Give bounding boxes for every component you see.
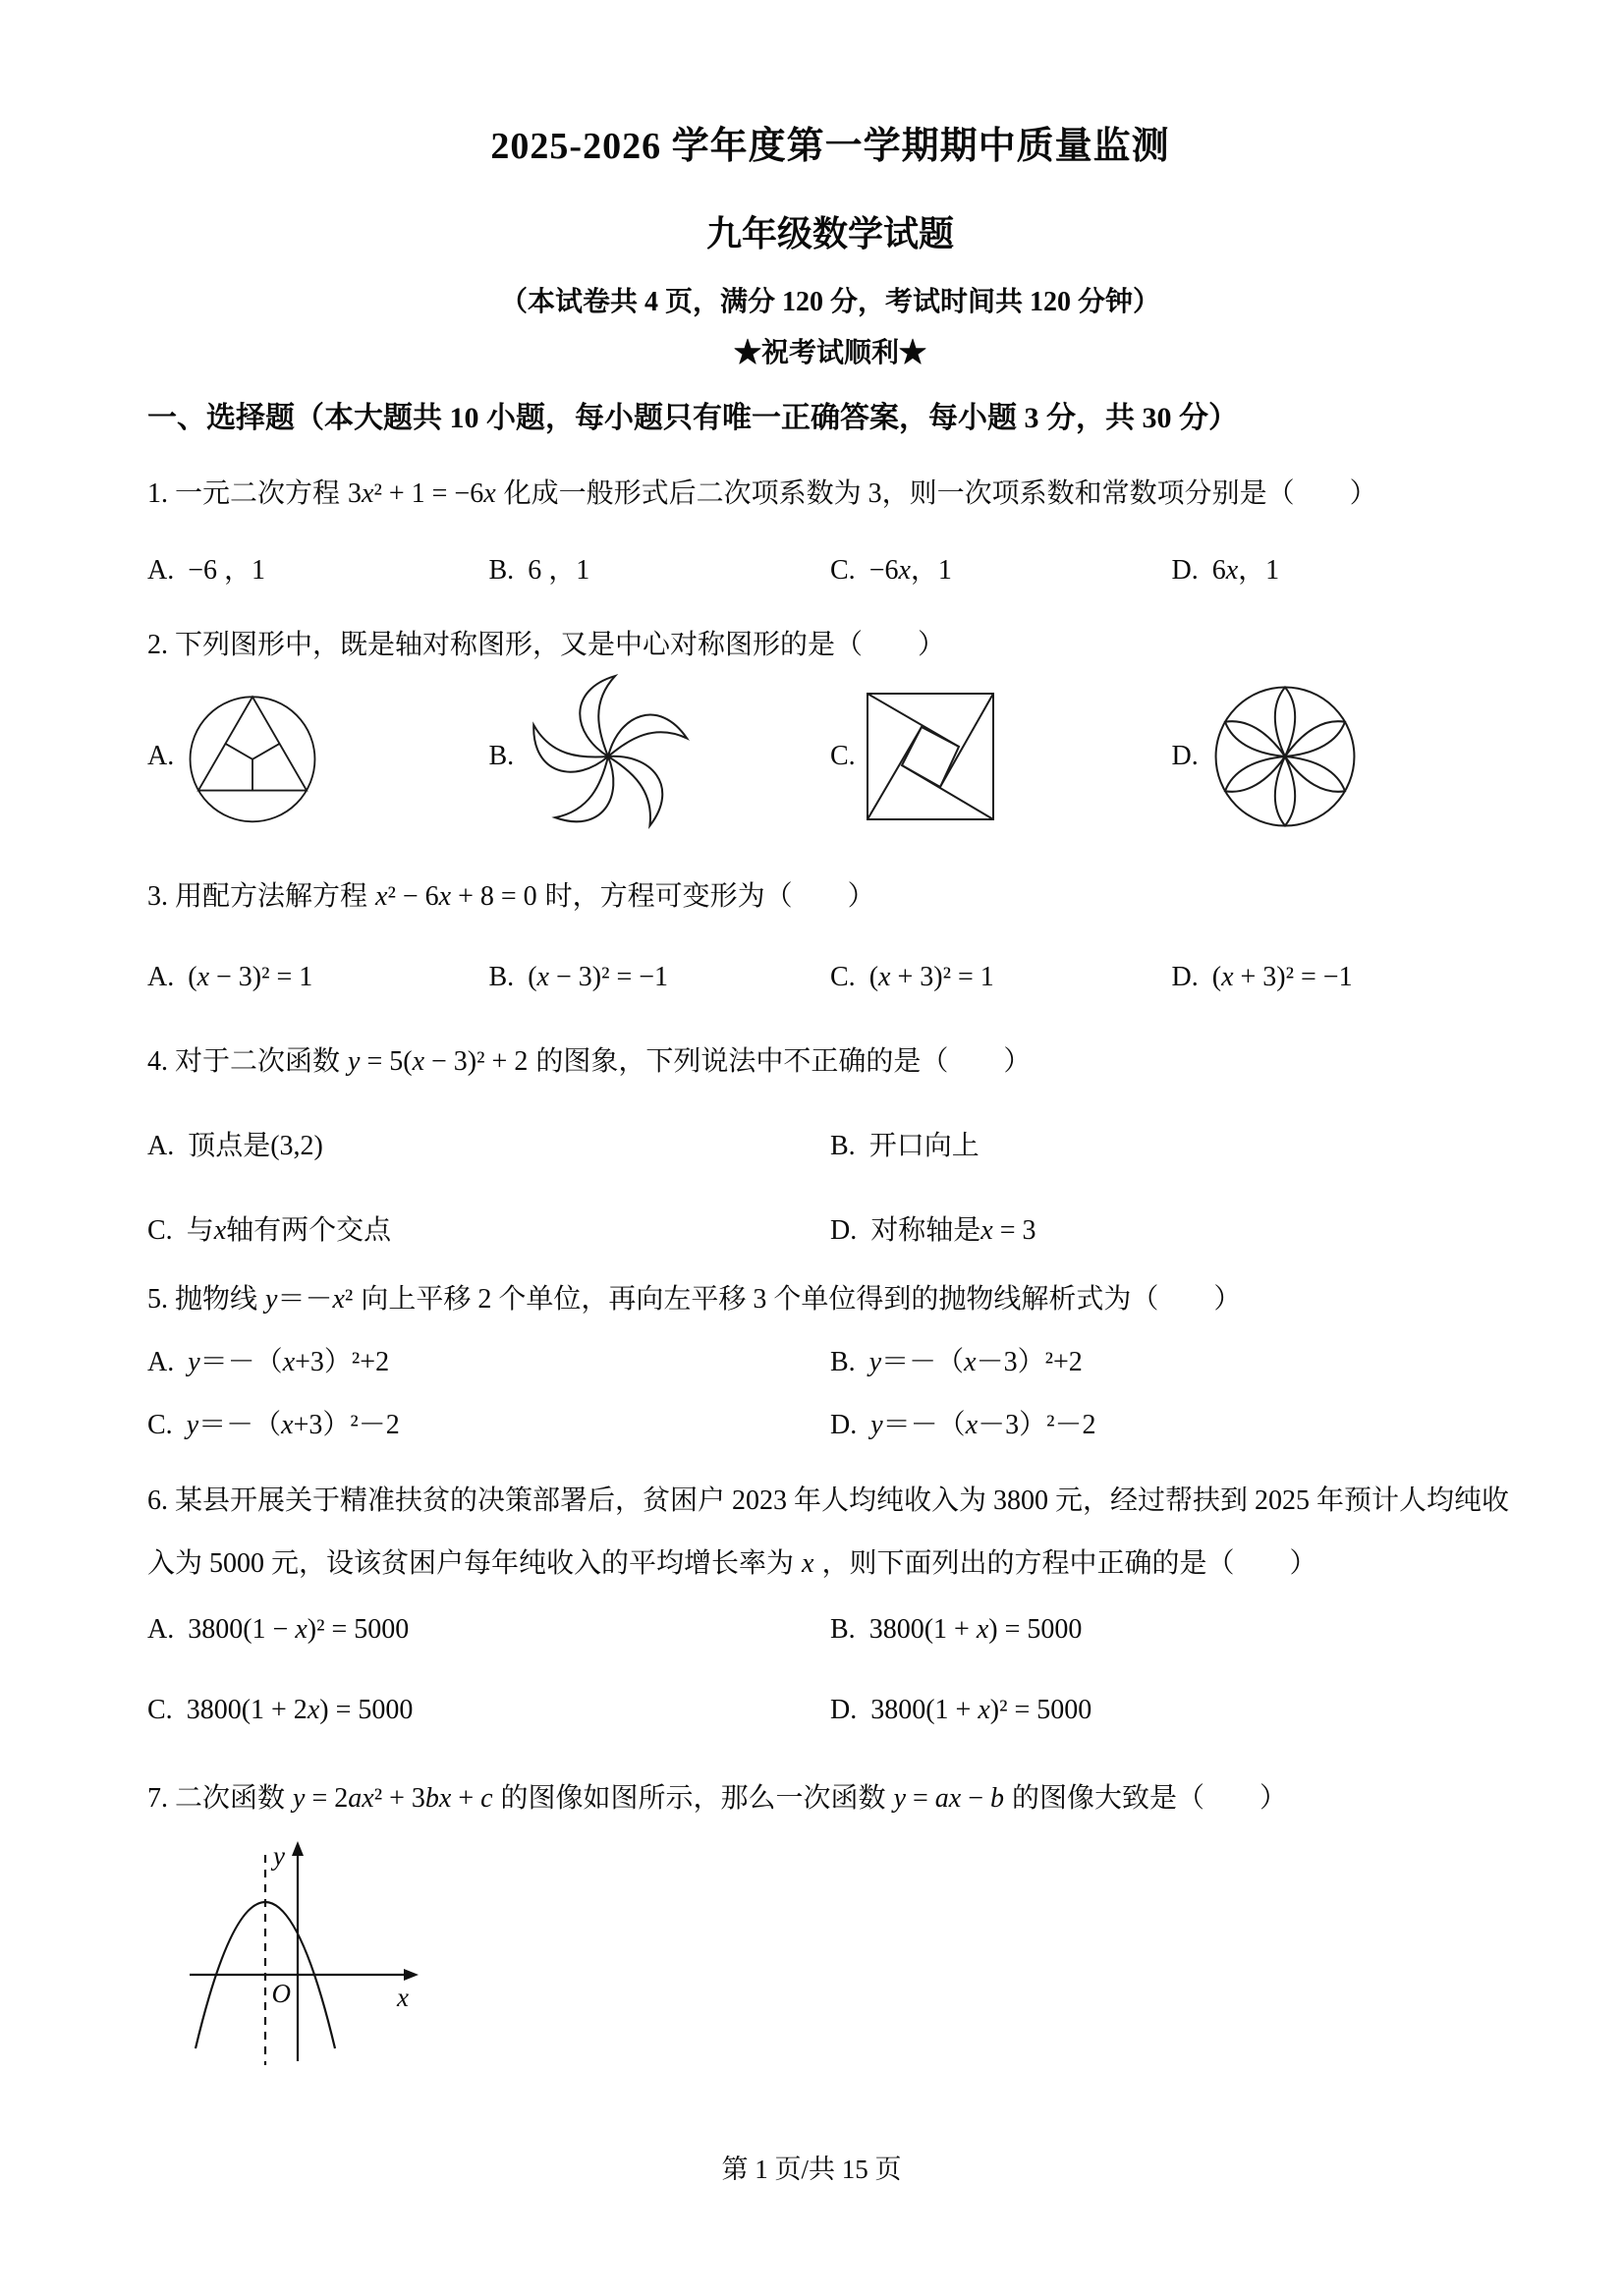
option-text: (x + 3)² = 1 [868, 961, 994, 992]
option-text: (x − 3)² = 1 [188, 961, 313, 992]
option-text: 3800(1 + x)² = 5000 [870, 1695, 1092, 1726]
question-4-options-row2 [147, 1210, 1513, 1252]
option-item-3c [830, 957, 1172, 998]
question-6-text-post: ，则下面列出的方程中正确的是（ ） [821, 1547, 1317, 1579]
page-footer: 第 1 页/共 15 页 [721, 2155, 902, 2184]
option-text: 与x轴有两个交点 [186, 1214, 392, 1246]
question-6-stem [147, 1470, 1513, 1596]
option-text: (x + 3)² = −1 [1211, 961, 1353, 992]
option-item-5d [830, 1405, 1513, 1446]
question-3-text-pre: 3. 用配方法解方程 [147, 880, 368, 912]
question-4-equation: y = 5(x − 3)² + 2 [348, 1045, 529, 1077]
option-label: B. [488, 740, 515, 771]
question-1-stem [147, 474, 1513, 515]
option-text: 开口向上 [868, 1130, 979, 1161]
option-label: A. [147, 1346, 175, 1377]
option-text: 顶点是(3,2) [188, 1130, 323, 1161]
question-3-stem [147, 876, 1513, 918]
option-text: y＝－（x+3）²+2 [188, 1346, 390, 1377]
option-item-6c [147, 1690, 830, 1731]
option-item-1b [489, 550, 831, 591]
question-2-text: 2. 下列图形中，既是轴对称图形，又是中心对称图形的是（ ） [147, 629, 946, 660]
x-axis-arrowhead [404, 1969, 419, 1981]
option-item-3d [1172, 957, 1514, 998]
option-item-4a [147, 1126, 830, 1167]
option-label: A. [147, 554, 175, 586]
figure-option-d [1172, 680, 1514, 833]
page-title: 2025-2026 学年度第一学期期中质量监测 [490, 126, 1170, 167]
y-axis-label: y [273, 1841, 285, 1872]
option-label: C. [830, 740, 856, 771]
option-label: C. [830, 961, 856, 992]
question-7-text-pre: 7. 二次函数 [147, 1783, 286, 1815]
option-label: B. [488, 961, 515, 992]
question-7 [147, 1778, 1513, 2073]
question-7-equation-2: y = ax − b [893, 1783, 1005, 1815]
origin-label: O [271, 1979, 291, 2009]
circle-triangle-figure [184, 683, 321, 830]
parabola-graph [175, 1837, 470, 2073]
question-6-variable: x [802, 1547, 814, 1579]
figure-c-inner-square [902, 727, 959, 787]
question-4-stem [147, 1041, 1513, 1083]
question-5-text-post: 向上平移 2 个单位，再向左平移 3 个单位得到的抛物线解析式为（ ） [361, 1283, 1242, 1315]
question-3-equation: x² − 6x + 8 = 0 [375, 880, 537, 912]
option-item-6b [830, 1609, 1513, 1651]
option-text: 对称轴是x = 3 [870, 1214, 1036, 1246]
question-1 [147, 474, 1513, 591]
option-item-4d [830, 1210, 1513, 1252]
option-label: A. [147, 740, 175, 771]
figure-c-square [867, 694, 993, 819]
question-6 [147, 1470, 1513, 1732]
exam-info-line: （本试卷共 4 页，满分 120 分，考试时间共 120 分钟） [499, 286, 1160, 317]
option-text: 3800(1 − x)² = 5000 [188, 1614, 410, 1646]
question-3-options [147, 957, 1513, 998]
exam-wish-line: ★祝考试顺利★ [733, 337, 926, 368]
option-label: A. [147, 1614, 175, 1646]
option-label: A. [147, 961, 175, 992]
question-4 [147, 1041, 1513, 1252]
question-5-options-row2 [147, 1405, 1513, 1446]
option-text: 3800(1 + x) = 5000 [868, 1614, 1083, 1646]
option-label: D. [830, 1214, 858, 1246]
question-4-text-pre: 4. 对于二次函数 [147, 1045, 341, 1077]
question-4-text-post: 的图象，下列说法中不正确的是（ ） [535, 1045, 1032, 1077]
question-2-figures [147, 672, 1513, 841]
option-label: B. [488, 554, 515, 586]
question-6-options-row2 [147, 1690, 1513, 1731]
figure-option-b [489, 672, 831, 841]
pinwheel-blade [580, 676, 615, 756]
pinwheel-figure [524, 672, 693, 841]
option-item-5b [830, 1342, 1513, 1383]
option-item-4b [830, 1126, 1513, 1167]
option-label: C. [147, 1409, 173, 1440]
question-7-text-mid: 的图像如图所示，那么一次函数 [500, 1783, 886, 1815]
section-heading: 一、选择题（本大题共 10 小题，每小题只有唯一正确答案，每小题 3 分，共 30 分） [147, 401, 1238, 434]
question-1-equation: 3x² + 1 = −6x [348, 477, 496, 509]
option-label: C. [147, 1214, 173, 1246]
option-item-5a [147, 1342, 830, 1383]
figure-option-a [147, 683, 489, 830]
option-label: B. [830, 1130, 856, 1161]
option-label: D. [1171, 961, 1199, 992]
option-label: D. [1171, 554, 1199, 586]
question-2-stem [147, 625, 1513, 666]
option-item-3a [147, 957, 489, 998]
question-1-text-pre: 1. 一元二次方程 [147, 477, 341, 509]
pinwheel-blade [524, 724, 610, 782]
option-label: A. [147, 1130, 175, 1161]
question-7-stem [147, 1778, 1513, 1820]
question-3-text-post: 时，方程可变形为（ ） [544, 880, 875, 912]
option-label: D. [1171, 740, 1199, 771]
y-axis-arrowhead [292, 1841, 304, 1856]
option-text: −6 ，1 [188, 554, 266, 586]
question-7-graph [175, 1837, 1513, 2073]
option-item-5c [147, 1405, 830, 1446]
question-6-options-row1 [147, 1609, 1513, 1651]
figure-a-spoke [226, 743, 253, 758]
figure-a-spoke [252, 743, 280, 758]
option-text: 6 ，1 [528, 554, 590, 586]
x-axis-label: x [397, 1983, 409, 2013]
option-text: y＝－（x－3）²+2 [868, 1346, 1083, 1377]
question-1-text-post: 化成一般形式后二次项系数为 3，则一次项系数和常数项分别是（ ） [503, 477, 1377, 509]
exam-subtitle: 九年级数学试题 [705, 213, 954, 253]
option-label: C. [147, 1695, 173, 1726]
option-label: B. [830, 1614, 856, 1646]
question-5 [147, 1279, 1513, 1446]
option-label: D. [830, 1409, 858, 1440]
option-item-1c [830, 550, 1172, 591]
question-7-text-post: 的图像大致是（ ） [1012, 1783, 1288, 1815]
option-label: C. [830, 554, 856, 586]
question-5-stem [147, 1279, 1513, 1320]
option-text: −6x，1 [868, 554, 952, 586]
option-item-6a [147, 1609, 830, 1651]
question-3 [147, 876, 1513, 998]
square-chord-figure [866, 692, 995, 821]
question-2 [147, 625, 1513, 841]
option-label: D. [830, 1695, 858, 1726]
option-text: (x − 3)² = −1 [528, 961, 669, 992]
question-5-text-pre: 5. 抛物线 [147, 1283, 258, 1315]
pinwheel-blade [599, 704, 687, 762]
question-7-equation: y = 2ax² + 3bx + c [293, 1783, 493, 1815]
option-text: y＝－（x－3）²－2 [870, 1409, 1096, 1440]
option-item-6d [830, 1690, 1513, 1731]
question-5-options-row1 [147, 1342, 1513, 1383]
figure-c-line [867, 694, 959, 747]
rosette-flower-figure [1208, 680, 1362, 833]
question-1-options [147, 550, 1513, 591]
option-item-1a [147, 550, 489, 591]
option-item-3b [489, 957, 831, 998]
option-text: 6x，1 [1211, 554, 1280, 586]
option-text: 3800(1 + 2x) = 5000 [186, 1695, 414, 1726]
question-6-text-pre: 6. 某县开展关于精准扶贫的决策部署后，贫困户 2023 年人均纯收入为 3800 元，经过帮扶到 2025 年预计人均纯收入为 5000 元，设该贫困户每年纯收入的平均增长率为 [147, 1484, 1510, 1579]
option-label: B. [830, 1346, 856, 1377]
figure-option-c [830, 692, 1172, 821]
question-4-options-row1 [147, 1126, 1513, 1167]
option-item-1d [1172, 550, 1514, 591]
question-5-equation: y＝－x² [265, 1283, 354, 1315]
option-item-4c [147, 1210, 830, 1252]
option-text: y＝－（x+3）²－2 [186, 1409, 400, 1440]
